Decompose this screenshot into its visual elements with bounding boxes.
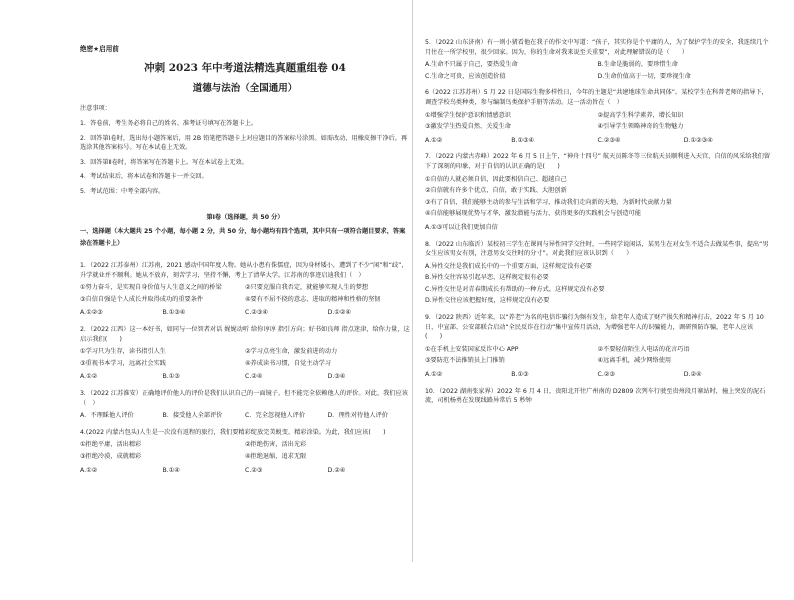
answer-option: D．理性对待他人评价 <box>327 412 388 420</box>
statement-option: ①增强学生保护意识和情感意识 <box>425 111 511 119</box>
answer-option: B.①④ <box>162 466 180 474</box>
statement-option: ④引导学生领略神奇的生物魅力 <box>597 123 684 131</box>
notice-item: 4．考试结束后，将本试卷和答题卡一并交回。 <box>80 173 208 181</box>
answer-option: D.②④ <box>327 466 346 474</box>
question-8 <box>425 240 770 308</box>
statement-options <box>80 439 410 462</box>
question-10 <box>425 387 770 406</box>
answer-options <box>80 307 410 319</box>
left-question-list <box>80 261 410 482</box>
answer-option: B．接受他人全部评价 <box>162 412 223 420</box>
statement-option: ③激发学生热爱自然、关爱生命 <box>425 123 511 131</box>
answer-option: C.②③④ <box>597 136 621 144</box>
answer-option: B.①③ <box>511 371 529 379</box>
answer-option: D.①②③④ <box>683 136 713 144</box>
answer-options <box>80 465 410 477</box>
statement-option: ③有了自信，我们能够主动的参与生活和学习，推动我们走向新的天地，为新时代贡献力量 <box>425 198 672 206</box>
answer-options <box>425 135 770 147</box>
notice-item: 5．考试范围：中考全部内容。 <box>80 187 165 195</box>
notice-item: 1．答卷前，考生务必将自己的姓名、准考证号填写在答题卡上。 <box>80 120 258 127</box>
answer-option: C.②④ <box>245 373 263 381</box>
statement-option: ②提高学生科学素养，增长知识 <box>597 111 684 119</box>
statement-option: ④自信能够展现优势与才华，激发潜能与活力，获得更多的实践机会与创造可能 <box>425 210 641 218</box>
answer-option: D.①②④ <box>327 309 351 317</box>
answer-option: C.②③ <box>597 371 615 379</box>
statement-option: ①在手机上安装国家反诈中心 APP <box>425 345 519 353</box>
answer-option: A．不理睬他人评价 <box>80 412 134 420</box>
statement-option: ④养成读书习惯，自觉主动学习 <box>245 359 331 367</box>
answer-option: A.异性交往是我们成长中的一个重要方面，这样规定没有必要 <box>425 262 592 270</box>
question-1 <box>80 261 410 319</box>
answer-option: B.①③④ <box>162 309 186 317</box>
answer-options <box>425 261 770 307</box>
question-4 <box>80 428 410 476</box>
answer-option: A.①②③ <box>80 309 103 317</box>
question-3 <box>80 389 410 422</box>
answer-options <box>425 369 770 381</box>
statement-option: ②不要轻信陌生人电话的花言巧语 <box>597 345 690 353</box>
answer-option: C.生命之可贵，应该创造价值 <box>425 72 506 80</box>
statement-option: ③重视书本学习，远离社会实践 <box>80 359 166 367</box>
question-stem: 4.(2022 内蒙古包头)人生是一次没有返程的旅行，我们要精彩绽放完美蜕变、精彩涂染。为此，我们应该( ) <box>80 428 386 436</box>
question-9 <box>425 313 770 381</box>
notice-heading: 注意事项： <box>80 105 111 112</box>
secret-mark: 绝密★启用前 <box>80 45 119 53</box>
statement-options <box>425 344 770 367</box>
answer-options <box>80 410 410 422</box>
question-stem: 3．（2022 江苏淮安）正确地评价他人的评价是我们认识自己的一面镜子，但不能完全依赖他人的评价。对此，我们应该（ ） <box>80 389 408 407</box>
statement-option: ①自信的人就必须自信，因此要相信自己、超越自己 <box>425 175 567 183</box>
statement-options <box>425 174 770 220</box>
notice-item: 3．回答第Ⅱ卷时，将答案写在答题卡上。写在本试卷上无效。 <box>80 158 248 166</box>
column-divider <box>412 0 413 562</box>
answer-option: B.异性交往容易引起早恋，这样规定很有必要 <box>425 274 549 282</box>
notice-item: 2．回答第Ⅰ卷时，选出每小题答案后，用 2B 铅笔把答题卡上对应题目的答案标号涂黑。如需改动，用橡皮擦干净后，再选涂其他答案标号。写在本试卷上无效。 <box>80 134 408 152</box>
answer-option: B.生命是脆弱的，要珍惜生命 <box>597 61 678 69</box>
statement-option: ①学习只为生存，读书指引人生 <box>80 348 166 356</box>
statement-option: ④拒绝退缩，追求无限 <box>245 452 307 460</box>
statement-option: ①努力奋斗，是实现自身价值与人生意义之间的桥梁 <box>80 284 222 292</box>
answer-option: D.③④ <box>327 373 346 381</box>
notice-list <box>80 119 410 202</box>
question-7 <box>425 152 770 233</box>
answer-option: C.②③ <box>245 466 263 474</box>
answer-option: A.①③可以让我们更加自信 <box>425 223 498 231</box>
statement-option: ①拒绝平庸，活出精彩 <box>80 441 142 449</box>
answer-options <box>425 59 770 82</box>
statement-options <box>80 346 410 369</box>
part-title: 第Ⅰ卷（选择题，共 50 分） <box>206 214 284 221</box>
section-heading: 一、选择题（本大题共 25 个小题，每小题 2 分，共 50 分，每小题均有四个选项，其中只有一项符合题目要求，答案涂在答题卡上） <box>80 228 406 247</box>
answer-option: B.①③④ <box>511 136 535 144</box>
statement-option: ④远离手机，减少网络使用 <box>597 357 672 365</box>
question-stem: 6（2022 江苏苏州）5 月 22 日是国际生物多样性日，今年的主题是“共建地球生命共同体”。某校学生在科普老师的指导下，调查学校鸟类种类，参与编制鸟类保护手册等活动。这一活动旨在（ ） <box>425 89 768 106</box>
question-5 <box>425 38 770 82</box>
question-stem: 1．（2022 江苏泰州）江苏南，2021 感动中国年度人物。她从小患有侏儒症，因为身材矮小，遭到了不少“闲”和“歧”，升学就业并不顺利。她从不放弃，刻苦学习，坚持不懈，考上了清华大学。江苏南的事迹启迪我们（ ） <box>80 262 408 279</box>
exam-title: 冲刺 2023 年中考道法精选真题重组卷 04 <box>144 62 346 74</box>
answer-option: C.异性交往是对青春期成长有帮助的一种方式，这样规定没有必要 <box>425 285 605 293</box>
answer-option: D.异性交往应该把握好度，这样规定没有必要 <box>425 297 550 305</box>
statement-option: ③拒绝冷漠，成就精彩 <box>80 452 142 460</box>
answer-option: A.①② <box>80 466 98 474</box>
answer-option: C.②③④ <box>245 309 268 317</box>
answer-option: A.①② <box>80 373 98 381</box>
left-column <box>80 0 410 562</box>
answer-option: B.①③ <box>162 373 180 381</box>
question-stem: 10．（2022 湖南张家界）2022 年 6 月 4 日，贵阳北开往广州南的 D2809 次列车行驶至贵州段月寨站时，撞上突发的泥石流，司机杨勇在发现线路异常后 5 秒钟 <box>425 387 766 405</box>
question-stem: 8．（2022 山东临沂）某校初三学生在课间与异性同学交往时，一些同学说闲话，某男生在对女生不适合去做某些事，提出“男女生应该男女有别，注意男女交往时的分寸”。对此我们应该认识到（ ） <box>425 240 769 258</box>
statement-option: ③要防范不法推销员上门推销 <box>425 357 505 365</box>
statement-option: ②自信就有许多个优点，自信，敢于实践、大胆创新 <box>425 187 567 195</box>
statement-option: ④要有不屈不挠的意志、进取的精神和性格的坚韧 <box>245 295 381 303</box>
right-column <box>425 38 770 600</box>
answer-option: D.生命价值高于一切，要珍视生命 <box>597 72 691 80</box>
statement-option: ②拒绝伤害，活出光彩 <box>245 441 307 449</box>
question-6 <box>425 88 770 146</box>
answer-option: C．完全忽视他人评价 <box>245 412 306 420</box>
answer-option: A.生命不只属于自己，要热爱生命 <box>425 61 518 69</box>
question-stem: 2．（2022 江西）这一本好书，如同与一位智者对话 娓娓动听 给你谆谆 指引方向；好书如良师 指点迷津，给你力量，这启示我们( ) <box>80 325 410 343</box>
statement-option: ②学习点亮生命，激发前进的动力 <box>245 348 338 356</box>
answer-options <box>425 222 770 234</box>
exam-subtitle: 道德与法治（全国通用） <box>192 83 298 94</box>
question-stem: 7．（2022 内蒙古赤峰）2022 年 6 月 5 日上午，“神舟十四号” 航天员陈冬等三位航天员顺利进入天宫，自信的风采给我们留下了深刻的印象，对于自信的认识正确的是( ) <box>425 153 770 170</box>
answer-option: D.②④ <box>683 371 702 379</box>
answer-option: A.①② <box>425 371 443 379</box>
statement-options <box>80 282 410 305</box>
statement-options <box>425 110 770 133</box>
question-2 <box>80 325 410 383</box>
statement-option: ③自信自强是个人成长并取得成功的重要条件 <box>80 295 204 303</box>
answer-options <box>80 371 410 383</box>
question-stem: 5．（2022 山东济南）有一则小猪看他在我子的作文中写道：“孩子，其实你是个平庸的人，为了保护学生的安全，我连续几个月住在一所学校里，很少回家。因为，你的生命对我来说至关重要”，对此理解错误的是（ ） <box>425 39 769 56</box>
question-stem: 9．（2022 陕西）近年来，以“养老”为名的电信诈骗行为频有发生，给老年人造成了财产损失和精神打击，2022 年 5 月 10 日，中宣部、公安部联合启动“全民反诈在行动”集中宣传月活动，为增强老年人的识骗能力，调研预防诈骗，老年人应该( ) <box>425 314 764 341</box>
statement-option: ②只要克服自我否定，就能够实现人生的梦想 <box>245 284 369 292</box>
answer-option: A.①② <box>425 136 443 144</box>
